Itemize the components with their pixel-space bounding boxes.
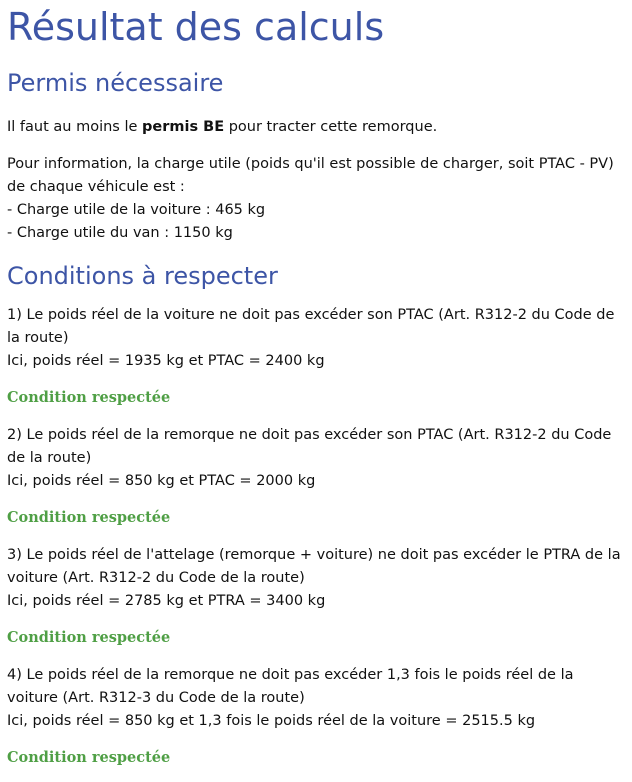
page-title: Résultat des calculs <box>7 5 385 49</box>
condition-rule: 1) Le poids réel de la voiture ne doit pas excéder son PTAC (Art. R312-2 du Code de la route) Ici, poids réel = 1935 kg et PTAC = 2400 kg <box>7 307 615 369</box>
condition-values: Ici, poids réel = 850 kg et PTAC = 2000 kg <box>7 473 316 489</box>
condition-status: Condition respectée <box>7 629 171 646</box>
charge-voiture: - Charge utile de la voiture : 465 kg <box>7 202 266 218</box>
charge-van: - Charge utile du van : 1150 kg <box>7 225 233 241</box>
permis-sentence: Il faut au moins le permis BE pour tracter cette remorque. <box>7 119 438 135</box>
condition-status: Condition respectée <box>7 389 171 406</box>
condition-status: Condition respectée <box>7 509 171 526</box>
conditions-heading: Conditions à respecter <box>7 262 278 290</box>
permis-heading: Permis nécessaire <box>7 69 224 97</box>
condition-rule: 4) Le poids réel de la remorque ne doit pas excéder 1,3 fois le poids réel de la voiture (Art. R312-3 du Code de la route) Ici, poids réel = 850 kg et 1,3 fois le poids réel de la voiture = 2515.5 kg <box>7 667 574 729</box>
condition-values: Ici, poids réel = 2785 kg et PTRA = 3400 kg <box>7 593 326 609</box>
condition-values: Ici, poids réel = 850 kg et 1,3 fois le poids réel de la voiture = 2515.5 kg <box>7 713 536 729</box>
condition-rule: 3) Le poids réel de l'attelage (remorque + voiture) ne doit pas excéder le PTRA de la voiture (Art. R312-2 du Code de la route) Ici, poids réel = 2785 kg et PTRA = 3400 kg <box>7 547 621 609</box>
condition-rule: 2) Le poids réel de la remorque ne doit pas excéder son PTAC (Art. R312-2 du Code de la route) Ici, poids réel = 850 kg et PTAC = 2000 kg <box>7 427 612 489</box>
condition-values: Ici, poids réel = 1935 kg et PTAC = 2400 kg <box>7 353 325 369</box>
charge-info: Pour information, la charge utile (poids qu'il est possible de charger, soit PTAC - PV) de chaque véhicule est : - Charge utile de la voiture : 465 kg - Charge utile du van : 1150 kg <box>7 156 614 241</box>
permis-type: permis BE <box>142 119 225 135</box>
condition-status: Condition respectée <box>7 749 171 766</box>
